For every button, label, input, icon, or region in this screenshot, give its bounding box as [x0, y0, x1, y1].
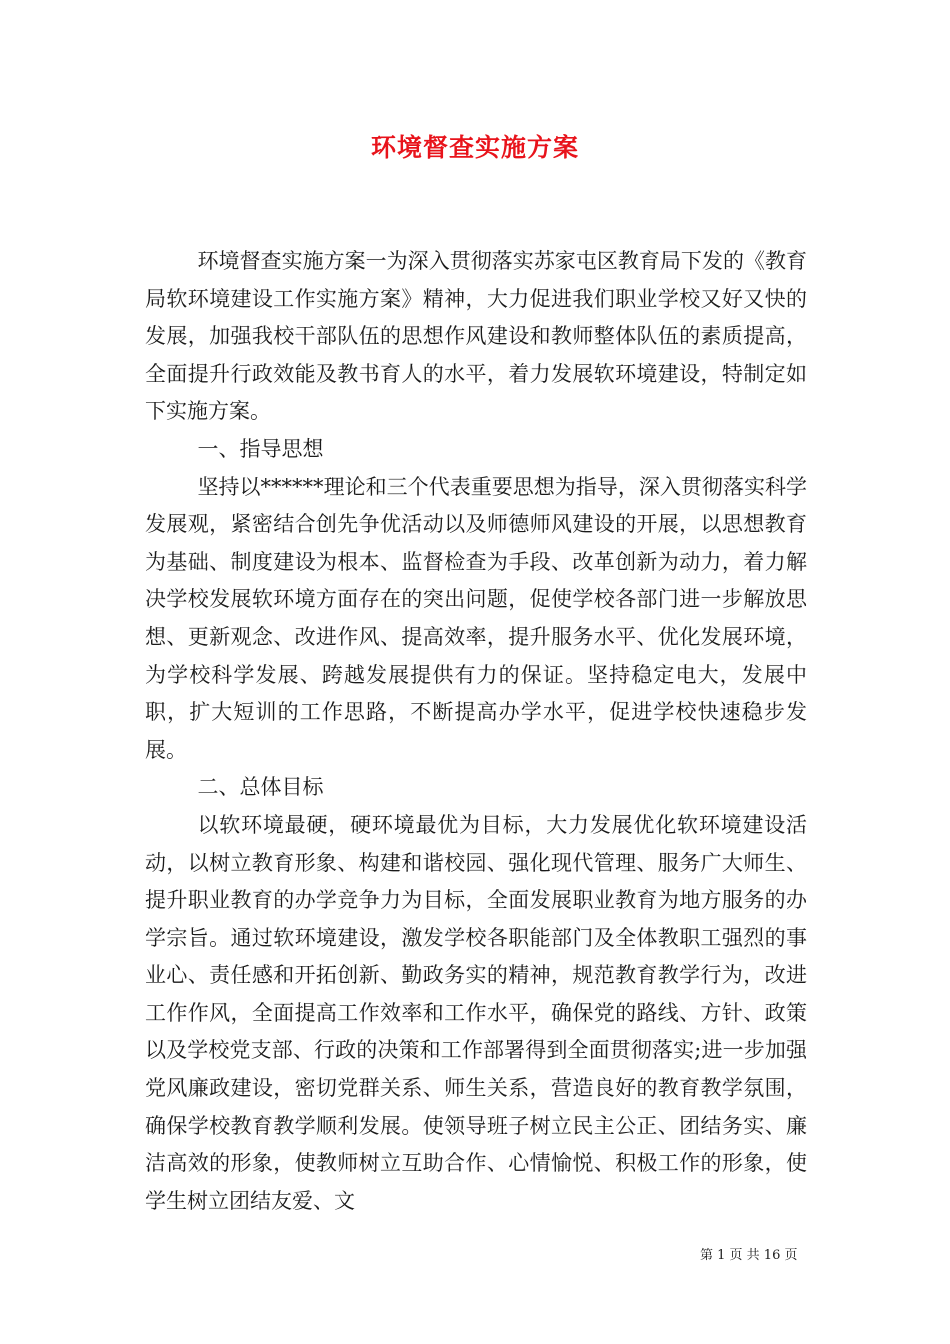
guiding-ideology-paragraph: 坚持以******理论和三个代表重要思想为指导，深入贯彻落实科学发展观，紧密结合创先争优活动以及师德师风建设的开展，以思想教育为基础、制度建设为根本、监督检查为手段、改革创新为动力，着力解决学校发展软环境方面存在的突出问题，促使学校各部门进一步解放思想、更新观念、改进作风、提高效率，提升服务水平、优化发展环境，为学校科学发展、跨越发展提供有力的保证。坚持稳定电大，发展中职，扩大短训的工作思路，不断提高办学水平，促进学校快速稳步发展。 [145, 474, 807, 762]
overall-goal-paragraph: 以软环境最硬，硬环境最优为目标，大力发展优化软环境建设活动，以树立教育形象、构建和谐校园、强化现代管理、服务广大师生、提升职业教育的办学竞争力为目标，全面发展职业教育为地方服务的办学宗旨。通过软环境建设，激发学校各职能部门及全体教职工强烈的事业心、责任感和开拓创新、勤政务实的精神，规范教育教学行为，改进工作作风，全面提高工作效率和工作水平，确保党的路线、方针、政策以及学校党支部、行政的决策和工作部署得到全面贯彻落实;进一步加强党风廉政建设，密切党群关系、师生关系，营造良好的教育教学氛围，确保学校教育教学顺利发展。使领导班子树立民主公正、团结务实、廉洁高效的形象，使教师树立互助合作、心情愉悦、积极工作的形象，使学生树立团结友爱、文 [145, 812, 807, 1213]
page-number-footer: 第 1 页 共 16 页 [700, 1248, 798, 1263]
page-title: 环境督查实施方案 [370, 133, 579, 162]
section-heading-overall-goal: 二、总体目标 [197, 775, 324, 800]
section-heading-guiding-ideology: 一、指导思想 [197, 436, 324, 461]
intro-paragraph: 环境督查实施方案一为深入贯彻落实苏家屯区教育局下发的《教育局软环境建设工作实施方案》精神，大力促进我们职业学校又好又快的发展，加强我校干部队伍的思想作风建设和教师整体队伍的素质提高，全面提升行政效能及教书育人的水平，着力发展软环境建设，特制定如下实施方案。 [145, 249, 807, 424]
document-body [145, 243, 807, 1220]
